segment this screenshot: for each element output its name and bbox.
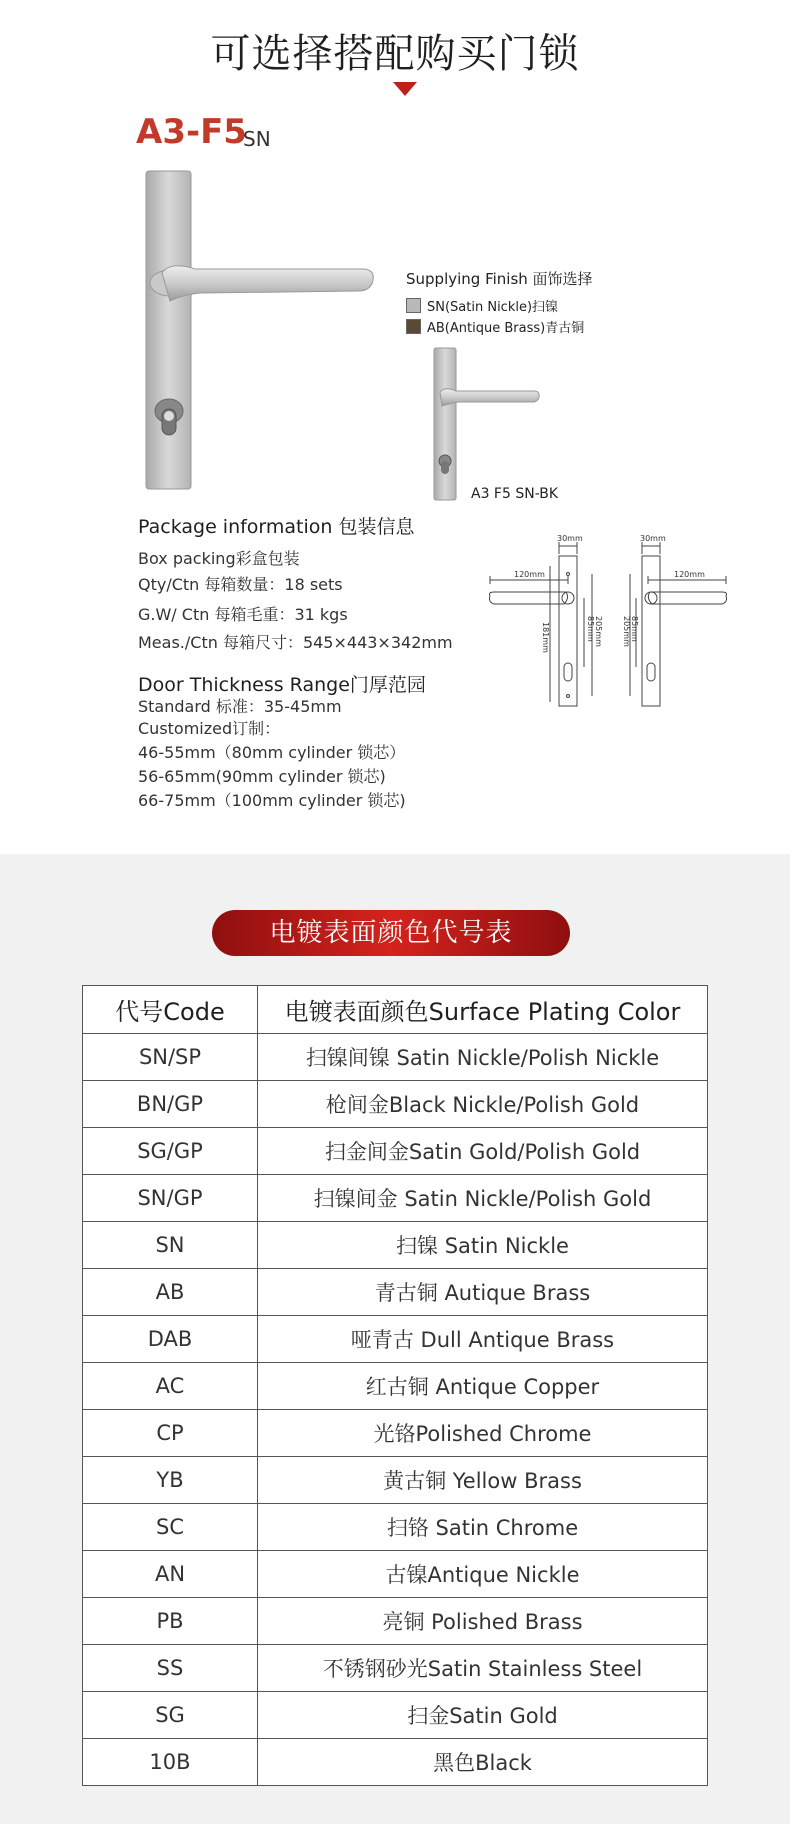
table-row	[83, 1739, 708, 1786]
dim-spacing-label: 85mm	[586, 616, 595, 642]
color-cell: 哑青古 Dull Antique Brass	[258, 1316, 708, 1363]
color-cell: 红古铜 Antique Copper	[258, 1363, 708, 1410]
package-line: Qty/Ctn 每箱数量：18 sets	[138, 575, 343, 594]
down-arrow-icon	[393, 82, 417, 96]
finish-label: SN(Satin Nickle)扫镍	[427, 300, 559, 315]
door-line: Standard 标准：35-45mm	[138, 697, 342, 716]
package-line: G.W/ Ctn 每箱毛重：31 kgs	[138, 605, 348, 624]
code-cell: SN	[83, 1222, 258, 1269]
door-line: 66-75mm（100mm cylinder 锁芯)	[138, 791, 406, 810]
finish-option-sn	[406, 296, 558, 315]
table-row	[83, 1081, 708, 1128]
table-row	[83, 1034, 708, 1081]
dim-lever-label: 120mm	[514, 570, 545, 579]
supplying-finish-title: Supplying Finish 面饰选择	[406, 270, 593, 288]
table-row	[83, 1410, 708, 1457]
table-row	[83, 1363, 708, 1410]
color-cell: 光铬Polished Chrome	[258, 1410, 708, 1457]
dimension-drawing	[484, 534, 732, 716]
door-line: Customized订制：	[138, 719, 281, 738]
dim-width-label: 30mm	[557, 534, 583, 543]
table-row	[83, 1551, 708, 1598]
door-line: 56-65mm(90mm cylinder 锁芯)	[138, 767, 386, 786]
package-line: Meas./Ctn 每箱尺寸：545×443×342mm	[138, 633, 453, 652]
color-cell: 青古铜 Autique Brass	[258, 1269, 708, 1316]
code-cell: AC	[83, 1363, 258, 1410]
table-row	[83, 1128, 708, 1175]
code-cell: PB	[83, 1598, 258, 1645]
color-cell: 扫镍间金 Satin Nickle/Polish Gold	[258, 1175, 708, 1222]
code-cell: 10B	[83, 1739, 258, 1786]
column-header-code: 代号Code	[83, 986, 258, 1034]
finish-label: AB(Antique Brass)青古铜	[427, 321, 585, 336]
door-line: 46-55mm（80mm cylinder 锁芯）	[138, 743, 406, 762]
code-cell: CP	[83, 1410, 258, 1457]
table-row	[83, 1504, 708, 1551]
code-cell: SC	[83, 1504, 258, 1551]
table-header-row	[83, 986, 708, 1034]
code-cell: YB	[83, 1457, 258, 1504]
table-row	[83, 1222, 708, 1269]
color-cell: 扫金间金Satin Gold/Polish Gold	[258, 1128, 708, 1175]
color-cell: 黑色Black	[258, 1739, 708, 1786]
code-cell: SG/GP	[83, 1128, 258, 1175]
code-cell: SN/GP	[83, 1175, 258, 1222]
code-cell: BN/GP	[83, 1081, 258, 1128]
color-cell: 扫铬 Satin Chrome	[258, 1504, 708, 1551]
column-header-color: 电镀表面颜色Surface Plating Color	[258, 986, 708, 1034]
table-row	[83, 1457, 708, 1504]
variant-handle-image	[430, 344, 542, 504]
code-cell: SG	[83, 1692, 258, 1739]
finish-option-ab	[406, 317, 584, 336]
model-number: A3-F5	[136, 112, 247, 152]
dim-spacing-label: 205mm	[594, 616, 603, 647]
table-row	[83, 1692, 708, 1739]
code-cell: DAB	[83, 1316, 258, 1363]
package-line: Box packing彩盒包装	[138, 549, 300, 568]
finish-swatch	[406, 319, 421, 334]
dim-spacing-label: 85mm	[630, 616, 639, 642]
table-row	[83, 1645, 708, 1692]
color-cell: 枪间金Black Nickle/Polish Gold	[258, 1081, 708, 1128]
model-finish-code: SN	[243, 127, 271, 151]
color-cell: 不锈钢砂光Satin Stainless Steel	[258, 1645, 708, 1692]
variant-caption: A3 F5 SN-BK	[471, 486, 559, 502]
code-cell: AN	[83, 1551, 258, 1598]
finish-swatch	[406, 298, 421, 313]
color-cell: 扫金Satin Gold	[258, 1692, 708, 1739]
table-row	[83, 1316, 708, 1363]
color-cell: 黄古铜 Yellow Brass	[258, 1457, 708, 1504]
table-row	[83, 1175, 708, 1222]
product-section	[0, 0, 790, 854]
page-title: 可选择搭配购买门锁	[210, 31, 580, 77]
code-cell: SN/SP	[83, 1034, 258, 1081]
dim-height-label: 181mm	[541, 622, 550, 653]
code-cell: SS	[83, 1645, 258, 1692]
color-cell: 古镍Antique Nickle	[258, 1551, 708, 1598]
package-title: Package information 包装信息	[138, 516, 415, 538]
table-row	[83, 1598, 708, 1645]
plating-section-title: 电镀表面颜色代号表	[212, 910, 570, 956]
dim-lever-label: 120mm	[674, 570, 705, 579]
door-thickness-title: Door Thickness Range门厚范园	[138, 674, 426, 696]
plating-table	[82, 985, 708, 1786]
lever-handle-image	[140, 165, 385, 495]
dim-width-label: 30mm	[640, 534, 666, 543]
table-row	[83, 1269, 708, 1316]
code-cell: AB	[83, 1269, 258, 1316]
color-cell: 扫镍间镍 Satin Nickle/Polish Nickle	[258, 1034, 708, 1081]
dim-spacing-label: 205mm	[622, 616, 631, 647]
color-cell: 扫镍 Satin Nickle	[258, 1222, 708, 1269]
color-cell: 亮铜 Polished Brass	[258, 1598, 708, 1645]
